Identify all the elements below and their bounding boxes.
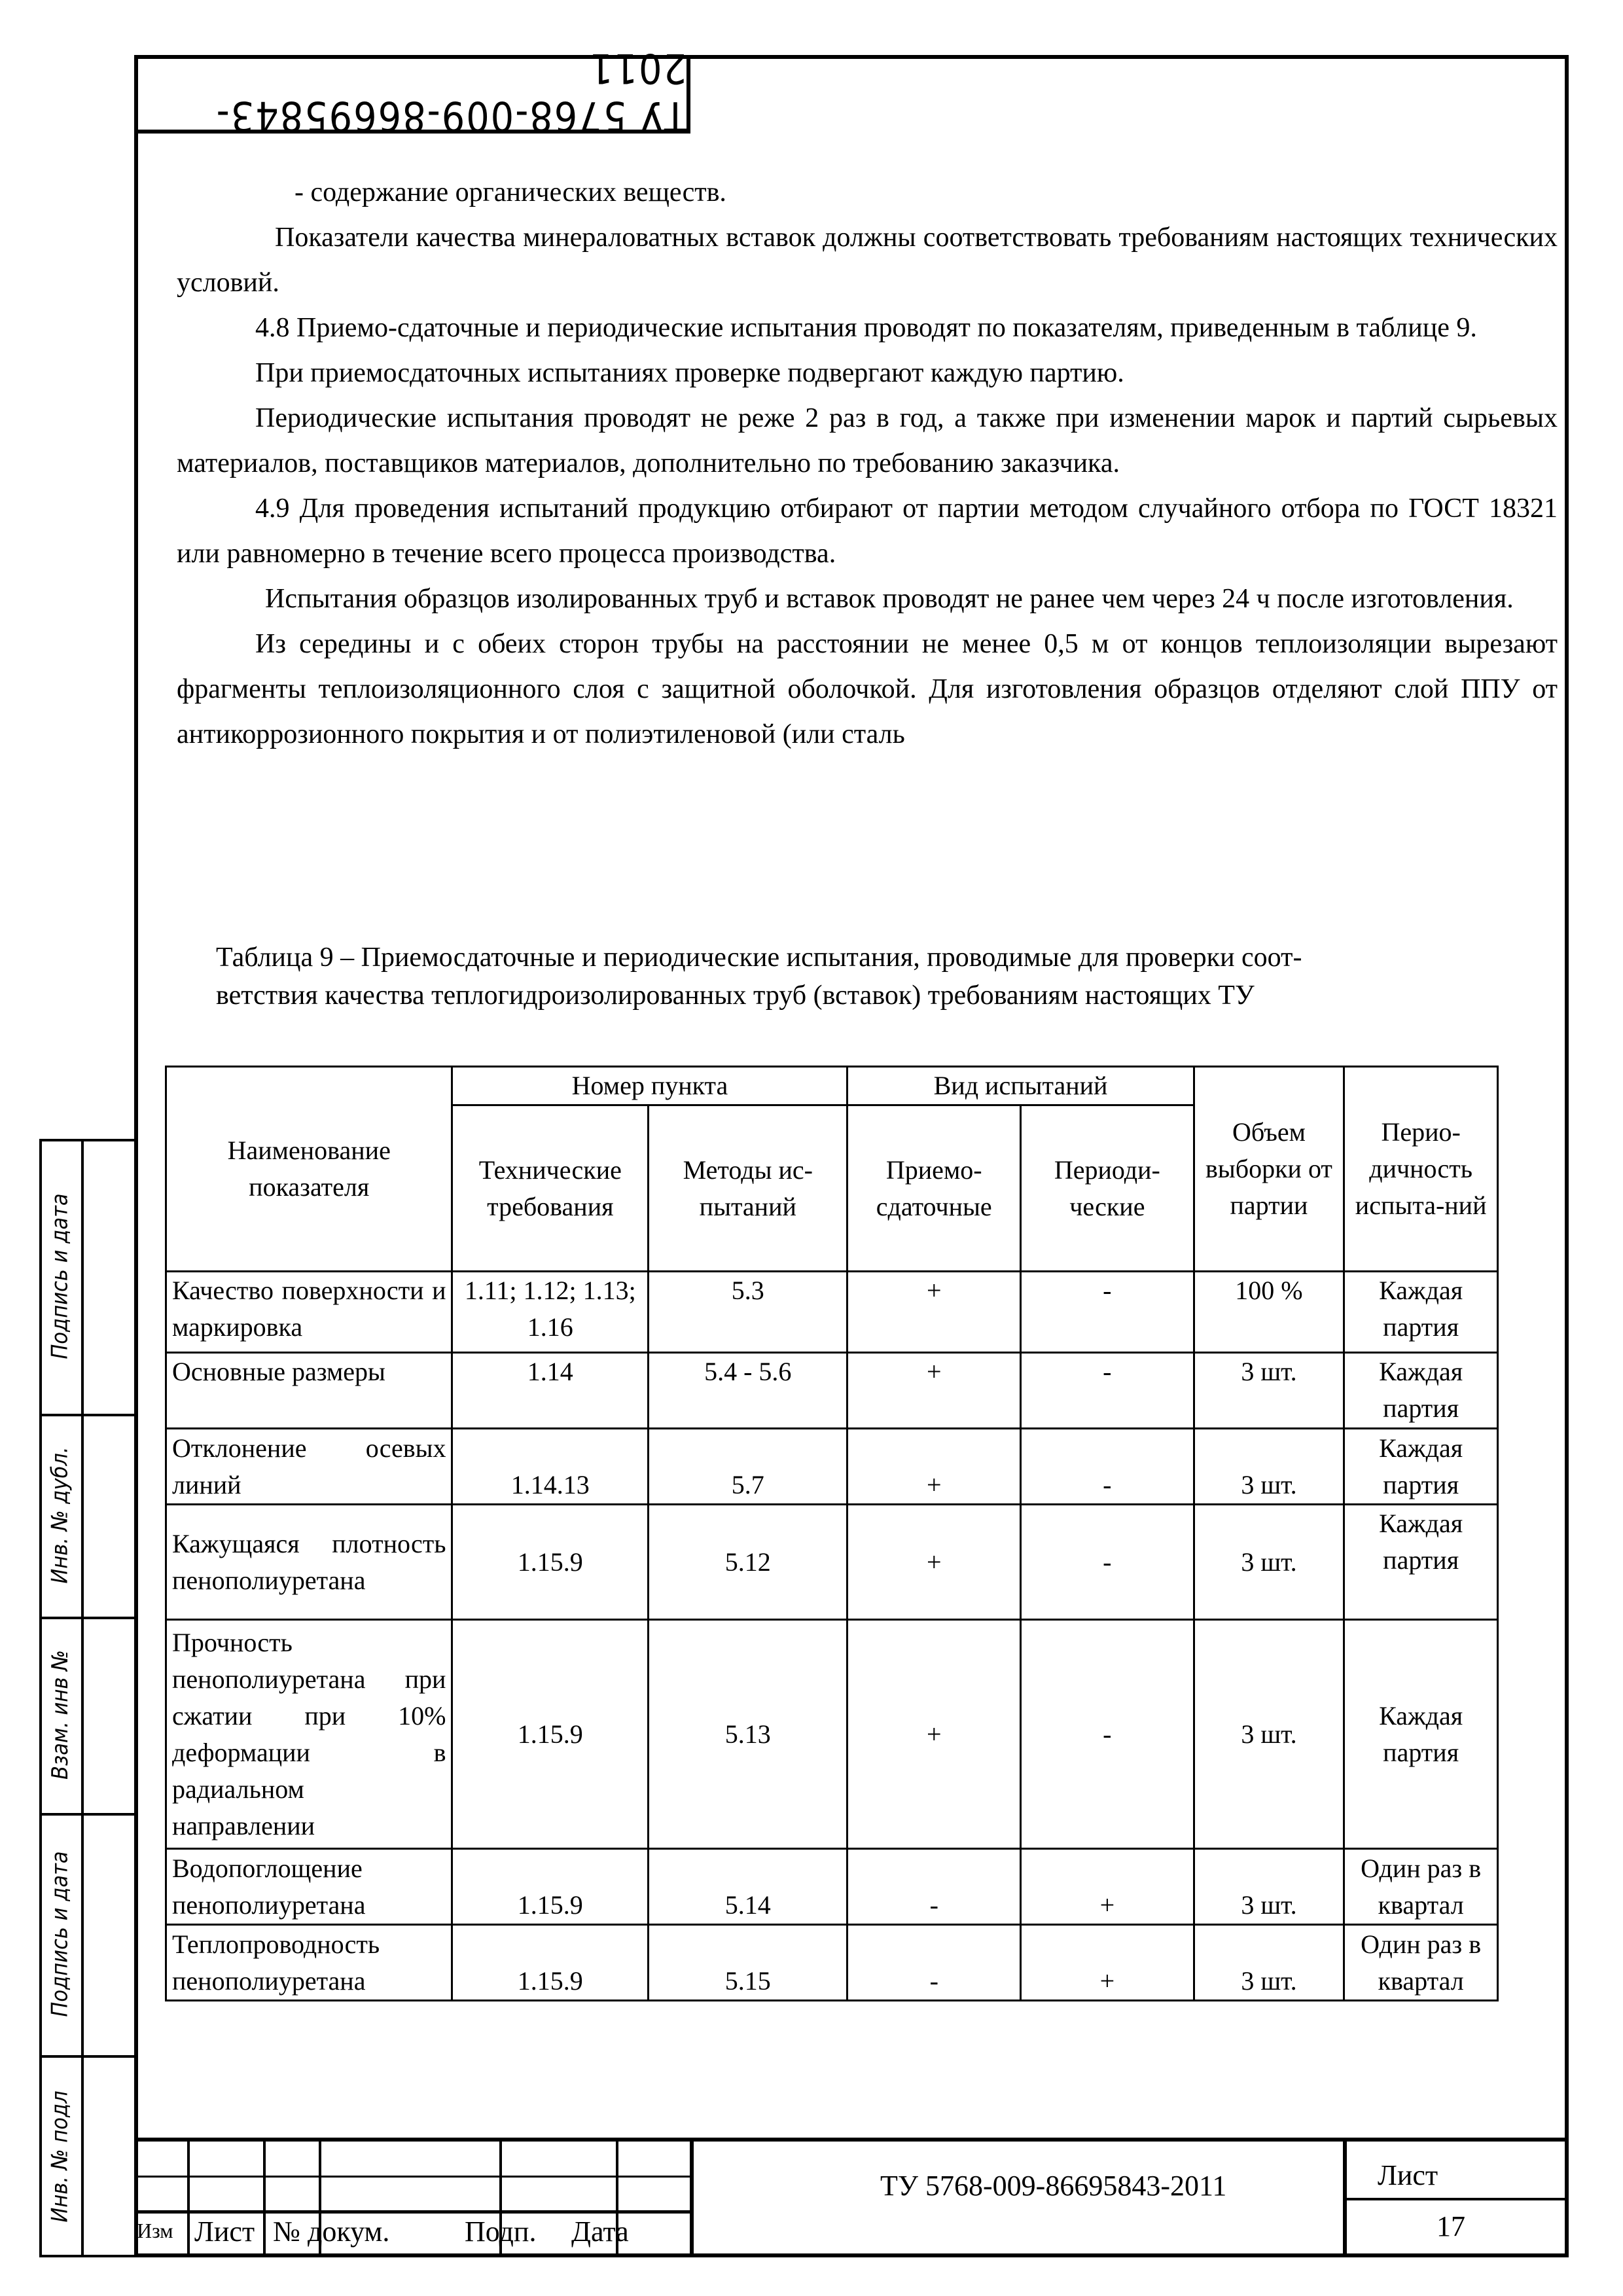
tb-data-label: Дата (571, 2215, 629, 2248)
cell-volume: 100 % (1194, 1272, 1344, 1353)
header-period: Перио-дичность испыта-ний (1344, 1067, 1498, 1272)
cell-tech: 1.11; 1.12; 1.13; 1.16 (452, 1272, 649, 1353)
cell-method: 5.13 (649, 1620, 847, 1849)
cell-tech: 1.14.13 (452, 1429, 649, 1505)
cell-method: 5.4 - 5.6 (649, 1353, 847, 1429)
paragraph: Испытания образцов изолированных труб и вставок проводят не ранее чем через 24 ч после изготовления. (265, 584, 1514, 614)
cell-tech: 1.15.9 (452, 1925, 649, 2001)
cell-method: 5.15 (649, 1925, 847, 2001)
cell-method: 5.12 (649, 1505, 847, 1620)
sidebar-label: Подпись и дата (47, 1851, 73, 2017)
cell-name: Качество поверхности и маркировка (166, 1272, 452, 1353)
tb-izm-label: Изм (137, 2219, 173, 2242)
cell-periodic: - (1021, 1353, 1194, 1429)
sidebar-stamp (39, 1139, 134, 2257)
cell-accept: + (847, 1620, 1021, 1849)
cell-periodic: - (1021, 1429, 1194, 1505)
table-row (166, 1620, 1498, 1849)
cell-tech: 1.15.9 (452, 1849, 649, 1925)
cell-name: Основные размеры (166, 1353, 452, 1429)
paragraph: Из середины и с обеих сторон трубы на расстоянии не менее 0,5 м от концов теплоизоляции вырезают фрагменты теплоизоляционного слоя с защитной оболочкой. Для изготовления образцов отделяют слой ППУ от антикоррозионного покрытия и от полиэтиленовой (или сталь (177, 629, 1558, 749)
cell-method: 5.7 (649, 1429, 847, 1505)
tb-podp-label: Подп. (465, 2215, 537, 2248)
cell-accept: + (847, 1272, 1021, 1353)
tb-sheet-label: Лист (1378, 2159, 1438, 2191)
paragraph: - содержание органических веществ. (294, 177, 726, 207)
table-header-row (166, 1067, 1498, 1105)
cell-name: Прочность пенополиуретана при сжатии при 10% деформации в радиальном направлении (166, 1620, 452, 1849)
cell-accept: - (847, 1925, 1021, 2001)
tb-list-label: Лист (194, 2215, 255, 2248)
cell-periodic: + (1021, 1849, 1194, 1925)
caption-line: Таблица 9 – Приемосдаточные и периодические испытания, проводимые для проверки соот- (216, 942, 1302, 973)
cell-accept: + (847, 1429, 1021, 1505)
title-block (134, 2138, 1569, 2257)
tb-line (134, 2176, 694, 2178)
cell-periodic: - (1021, 1505, 1194, 1620)
table-row (166, 1925, 1498, 2001)
cell-accept: - (847, 1849, 1021, 1925)
table-caption (216, 939, 1538, 1014)
cell-tech: 1.15.9 (452, 1505, 649, 1620)
cell-volume: 3 шт. (1194, 1505, 1344, 1620)
cell-volume: 3 шт. (1194, 1925, 1344, 2001)
cell-name: Кажущаяся плотность пенополиуретана (166, 1505, 452, 1620)
sidebar-col-values (81, 1139, 134, 2257)
cell-period: Каждая партия (1344, 1620, 1498, 1849)
cell-volume: 3 шт. (1194, 1353, 1344, 1429)
header-accept: Приемо-сдаточные (847, 1105, 1021, 1272)
paragraph: Периодические испытания проводят не реже 2 раз в год, а также при изменении марок и партий сырьевых материалов, поставщиков материалов, дополнительно по требованию заказчика. (177, 403, 1558, 478)
cell-accept: + (847, 1353, 1021, 1429)
header-kind: Вид испытаний (847, 1067, 1194, 1105)
header-tech: Технические требования (452, 1105, 649, 1272)
cell-periodic: + (1021, 1925, 1194, 2001)
header-methods: Методы ис-пытаний (649, 1105, 847, 1272)
cell-tech: 1.15.9 (452, 1620, 649, 1849)
table-row (166, 1353, 1498, 1429)
paragraph: 4.8 Приемо-сдаточные и периодические испытания проводят по показателям, приведенным в таблице 9. (255, 313, 1477, 343)
cell-periodic: - (1021, 1620, 1194, 1849)
cell-volume: 3 шт. (1194, 1620, 1344, 1849)
cell-method: 5.3 (649, 1272, 847, 1353)
sidebar-label: Инв. № дубл. (47, 1446, 73, 1584)
table-row (166, 1849, 1498, 1925)
cell-periodic: - (1021, 1272, 1194, 1353)
cell-name: Водопоглощение пенополиуретана (166, 1849, 452, 1925)
cell-tech: 1.14 (452, 1353, 649, 1429)
tb-line (1347, 2198, 1569, 2200)
cell-period: Один раз в квартал (1344, 1925, 1498, 2001)
cell-period: Один раз в квартал (1344, 1849, 1498, 1925)
tb-col (618, 2142, 694, 2257)
paragraph: При приемосдаточных испытаниях проверке подвергают каждую партию. (255, 358, 1124, 388)
cell-volume: 3 шт. (1194, 1849, 1344, 1925)
table-row (166, 1505, 1498, 1620)
cell-method: 5.14 (649, 1849, 847, 1925)
cell-accept: + (847, 1505, 1021, 1620)
cell-period: Каждая партия (1344, 1505, 1498, 1620)
tb-designation: ТУ 5768-009-86695843-2011 (880, 2170, 1227, 2202)
tb-sheet-number: 17 (1436, 2210, 1465, 2242)
header-periodic: Периоди-ческие (1021, 1105, 1194, 1272)
paragraph: Показатели качества минераловатных вставок должны соответствовать требованиям настоящих технических условий. (177, 223, 1558, 298)
paragraph: 4.9 Для проведения испытаний продукцию отбирают от партии методом случайного отбора по ГОСТ 18321 или равномерно в течение всего процесса производства. (177, 493, 1558, 569)
tb-doc-label: № докум. (273, 2215, 390, 2248)
cell-period: Каждая партия (1344, 1429, 1498, 1505)
cell-name: Отклонение осевых линий (166, 1429, 452, 1505)
body-text (177, 170, 1558, 757)
cell-volume: 3 шт. (1194, 1429, 1344, 1505)
cell-period: Каждая партия (1344, 1353, 1498, 1429)
sidebar-label: Инв. № подл (47, 2090, 74, 2223)
caption-line: ветствия качества теплогидроизолированных труб (вставок) требованиям настоящих ТУ (216, 980, 1255, 1011)
header-point: Номер пункта (452, 1067, 847, 1105)
table-row (166, 1429, 1498, 1505)
header-volume: Объем выборки от партии (1194, 1067, 1344, 1272)
header-stamp-text: ТУ 5768-009-86695843-2011 (215, 45, 687, 140)
table-row (166, 1272, 1498, 1353)
sidebar-label: Подпись и дата (47, 1193, 73, 1359)
header-name: Наименование показателя (166, 1067, 452, 1272)
cell-name: Теплопроводность пенополиуретана (166, 1925, 452, 2001)
cell-period: Каждая партия (1344, 1272, 1498, 1353)
header-stamp (134, 45, 690, 140)
tests-table (165, 1066, 1499, 2001)
sidebar-label: Взам. инв № (47, 1650, 74, 1780)
tb-line (134, 2210, 694, 2214)
